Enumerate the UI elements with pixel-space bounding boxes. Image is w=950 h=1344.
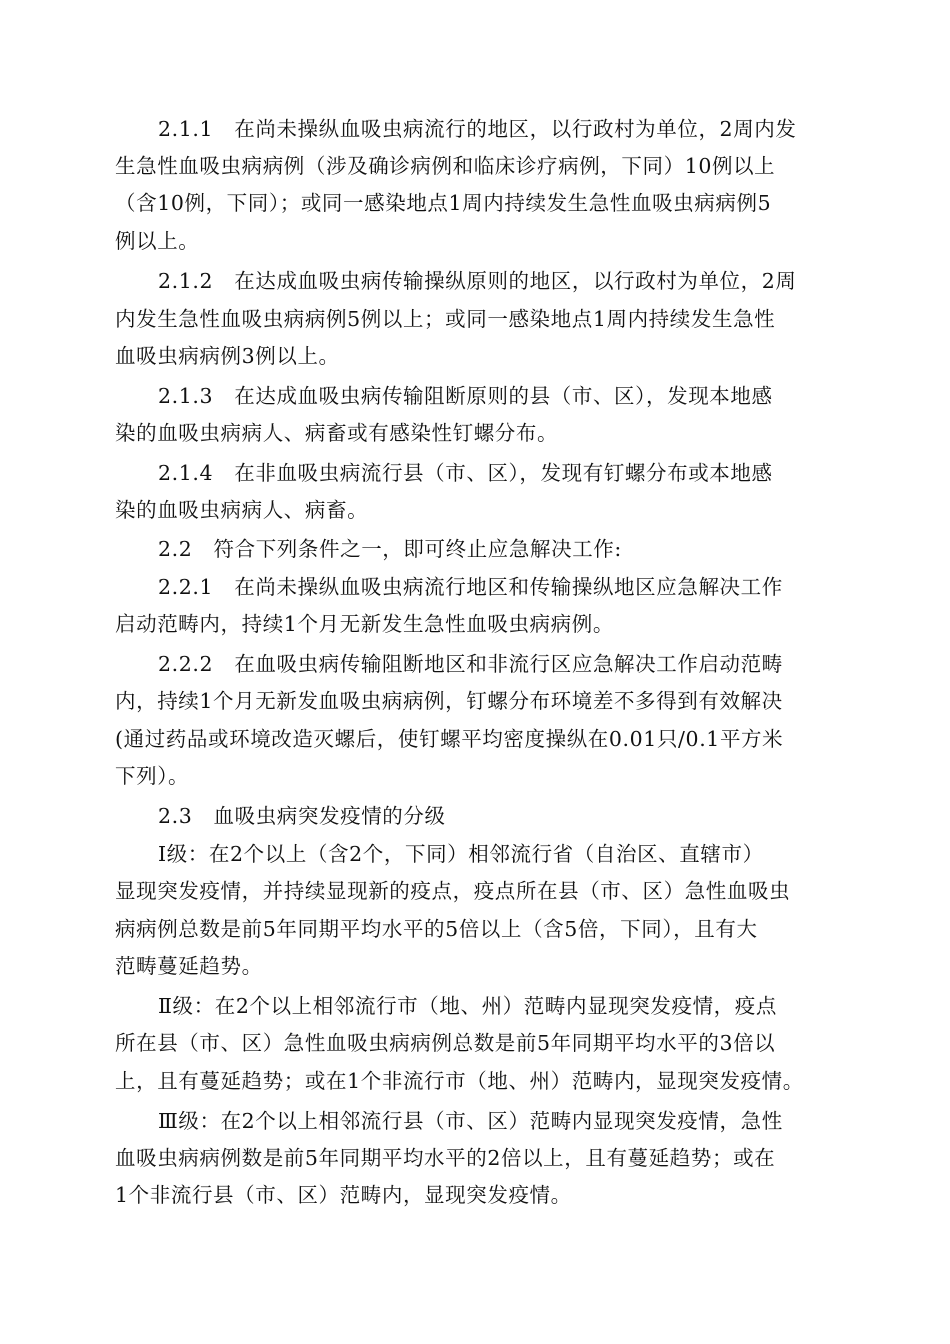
text-line: 1个非流行县（市、区）范畴内，显现突发疫情。 — [115, 1183, 572, 1207]
text-line: （含10例，下同）；或同一感染地点1周内持续发生急性血吸虫病病例5 — [115, 191, 772, 215]
text-line: 启动范畴内，持续1个月无新发生急性血吸虫病病例。 — [115, 612, 614, 636]
section-heading: 2.3 血吸虫病突发疫情的分级 — [158, 804, 446, 828]
text-line: 2.1.2 在达成血吸虫病传输操纵原则的地区，以行政村为单位，2周 — [158, 269, 797, 293]
text-line: 下列）。 — [115, 764, 190, 788]
text-line: 2.1.1 在尚未操纵血吸虫病流行的地区，以行政村为单位，2周内发 — [158, 117, 797, 141]
text-line: 2.2.2 在血吸虫病传输阻断地区和非流行区应急解决工作启动范畴 — [158, 652, 783, 676]
text-line: Ⅱ级：在2个以上相邻流行市（地、州）范畴内显现突发疫情，疫点 — [158, 994, 777, 1018]
text-line: 染的血吸虫病病人、病畜或有感染性钉螺分布。 — [115, 421, 559, 445]
text-line: 所在县（市、区）急性血吸虫病病例总数是前5年同期平均水平的3倍以 — [115, 1031, 776, 1055]
text-line: 内，持续1个月无新发血吸虫病病例，钉螺分布环境差不多得到有效解决 — [115, 689, 783, 713]
text-line: 例以上。 — [115, 229, 200, 253]
text-line: 血吸虫病病例3例以上。 — [115, 344, 340, 368]
text-line: 2.2 符合下列条件之一，即可终止应急解决工作: — [158, 537, 622, 561]
text-line: Ⅰ级：在2个以上（含2个，下同）相邻流行省（自治区、直辖市） — [158, 842, 764, 866]
text-line: 内发生急性血吸虫病病例5例以上；或同一感染地点1周内持续发生急性 — [115, 307, 776, 331]
text-line: 范畴蔓延趋势。 — [115, 954, 263, 978]
text-line: 染的血吸虫病病人、病畜。 — [115, 498, 369, 522]
text-line: 病病例总数是前5年同期平均水平的5倍以上（含5倍，下同），且有大 — [115, 917, 758, 941]
text-line: 上，且有蔓延趋势；或在1个非流行市（地、州）范畴内，显现突发疫情。 — [115, 1069, 804, 1093]
text-line: 2.1.3 在达成血吸虫病传输阻断原则的县（市、区），发现本地感 — [158, 384, 773, 408]
text-line: 显现突发疫情，并持续显现新的疫点，疫点所在县（市、区）急性血吸虫 — [115, 879, 791, 903]
text-line: 2.2.1 在尚未操纵血吸虫病流行地区和传输操纵地区应急解决工作 — [158, 575, 783, 599]
text-line: 血吸虫病病例数是前5年同期平均水平的2倍以上，且有蔓延趋势；或在 — [115, 1146, 776, 1170]
text-line: 2.1.4 在非血吸虫病流行县（市、区），发现有钉螺分布或本地感 — [158, 461, 773, 485]
text-line: 生急性血吸虫病病例（涉及确诊病例和临床诊疗病例，下同）10例以上 — [115, 154, 776, 178]
text-line: (通过药品或环境改造灭螺后，使钉螺平均密度操纵在0.01只/0.1平方米 — [115, 727, 784, 751]
text-line: Ⅲ级：在2个以上相邻流行县（市、区）范畴内显现突发疫情，急性 — [158, 1109, 783, 1133]
